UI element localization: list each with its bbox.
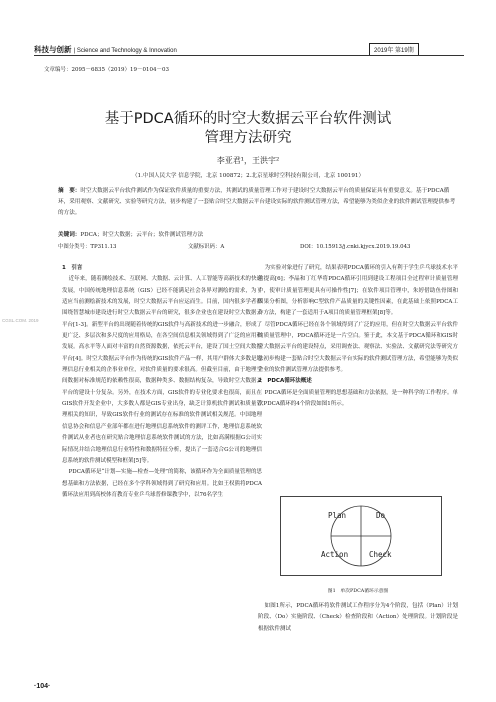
pdca-figure [280,496,442,576]
issue-badge: 2019年 第19期 [369,43,419,56]
journal-brand: 科技与创新 | Science and Technology & Innovation [34,45,177,54]
section-heading-pdca: 2 PDCA循环法概述 [258,378,312,385]
paragraph: 尽管PDCA循环已经在各个领域得到了广泛的应用，但在时空大数据云平台软件的质量管理中，PDCA循环还是一片空白。鉴于此，本文基于PDCA循环和GIS时空大数据云平台的建设特点，采用调查法、观察法、实验法、文献研究法等研究方法初步构建一套贴合时空大数据云平台实际的软件测试管理方法，希望能够为类似企业的软件测试管理方法提供参考。 [258,321,458,374]
page-number: ·104· [34,683,51,690]
doi: DOI：10.15913/j.cnki.kjycx.2019.19.043 [300,244,411,250]
paragraph: 近年来，随着测绘技术、互联网、大数据、云计算、人工智能等高新技术的快速发展，中国传统地理信息系统（GIS）已经不能满足社会各界对测绘的需求，为了适应当前测绘新技术的发展，时空大数据云平台应运而生。目前，国内很多学者都围绕智慧城市建设进行时空大数据云平台的研究，很多企业也在建设时空大数据云平台[1-3]。新型平台的出现随着传统的GIS软件与高新技术的进一步融合，形成了更广泛、多层次和多尺度的应用格局，在各空间信息相关领域得到了广泛的应用和发展。高水平等人面对丰富的自然资源数据，依托云平台，建设了国土空间大数据平台[4]。时空大数据云平台作为传统的GIS软件产品一样，其用户群体大多数是地理信息行业相关的企事业单位，对软件质量的要求很高。但截至目前，由于地理空间数据对标准规范的依赖性很高，数据种类多、数据结构复杂，导致时空大数据云平台的建设十分复杂。另外，在技术方面，GIS软件的专业化要求也很高，而且在GIS软件开发企业中，大多数人都是GIS专业出身，缺乏计算机软件测试和质量管理相关的知识，导致GIS软件行业的测试存在标准的软件测试相关规范。中国地理信息协会和信息产业部年都在进行地理信息系统软件的测评工作，地理信息系统软件测试从业者也在研究贴合地理信息系统软件测试的方法，比如高满根据G公司实际情况并结合地理信息行业特性和数据特征分析，提出了一套适合G公司的地理信息系统的软件测试模型和框架[5]等。 [62,276,262,464]
paragraph: PDCA循环是“计划—实施—检查—处理”的简称，该循环作为全面质量管理的思想基础和方法依据，已经在多个学科领域得到了研究和应用。比如王权熊将PDCA循环法应用到高校体育教育专业乒乓球普修课教学中，以76名学生 [62,469,262,498]
paragraph: 如图1所示，PDCA循环将软件测试工作程序分为4个阶段，包括（Plan）计划阶段、（Do）实施阶段、（Check）检查阶段和（Action）处理阶段。计划阶段是根据软件测试 [258,603,458,632]
do-label: Do [376,511,386,520]
abstract-label: 摘 要： [58,188,81,194]
keywords-text: PDCA；时空大数据；云平台；软件测试管理方法 [80,232,204,238]
pdca-cycle-diagram [281,497,441,575]
keywords-label: 关键词： [58,232,81,238]
header-rule [34,55,464,56]
keywords [58,230,203,238]
paragraph: PDCA循环是全面质量管理的思想基础和方法依据，是一种科学的工作程序。单次PDCA循环的4个阶段如图1所示。 [258,389,458,408]
plan-label: Plan [328,511,347,520]
watermark: CGSL.COM. 2019 [2,318,39,323]
paragraph: 为实验对象进行了研究，结果表明PDCA循环的引入有利于学生乒乓球技术水平的提高[6]；李晶和丁红华将PDCA循环引用到建设工程项目全过程审计质量管理中，使审计质量管理更具有可操作性[7]；在软件项目管理中，朱婷借助鱼骨图和因果分析图，分析影响C型软件产品质量的关键性因素，在此基础上依照PDCA工作方法，构建了一套适用于A项目的质量管理框架[8]等。 [258,265,458,317]
body-column-right-continued [258,601,458,635]
action-label: Action [321,550,349,559]
journal-name-cn: 科技与创新 [34,45,72,54]
authors: 李亚君¹，王洪宇² [216,156,280,165]
abstract [58,186,460,218]
paper-title-line2: 管理方法研究 [204,130,292,146]
section-heading-intro: 1 引言 [62,265,83,271]
abstract-text: 时空大数据云平台软件测试作为保证软件质量的重要方法，其测试的质量管理工作对于建设时空大数据云平台的质量保证具有重要意义。基于PDCA循环，采用观察、文献研究、实验等研究方法，初步构建了一套贴合时空大数据云平台建设实际的软件测试管理方法，希望能够为类似企业的软件测试管理提供参考的方法。 [58,188,456,216]
journal-name-en: Science and Technology & Innovation [76,48,177,54]
clc-number: 中图分类号：TP311.13 [58,244,117,250]
check-label: Check [369,550,392,559]
document-code: 文献标识码：A [188,244,225,250]
article-id: 文章编号：2095－6835（2019）19－0104－03 [44,67,169,73]
body-column-left [62,263,262,501]
figure-caption: 图1 单次PDCA循环示意图 [327,589,389,594]
body-column-right [258,263,458,410]
paper-title-line1: 基于PDCA循环的时空大数据云平台软件测试 [104,111,392,127]
affiliation: （1.中国人民大学 信息学院，北京 100872；2.北京星球时空科技有限公司，北京 100191） [131,173,365,179]
